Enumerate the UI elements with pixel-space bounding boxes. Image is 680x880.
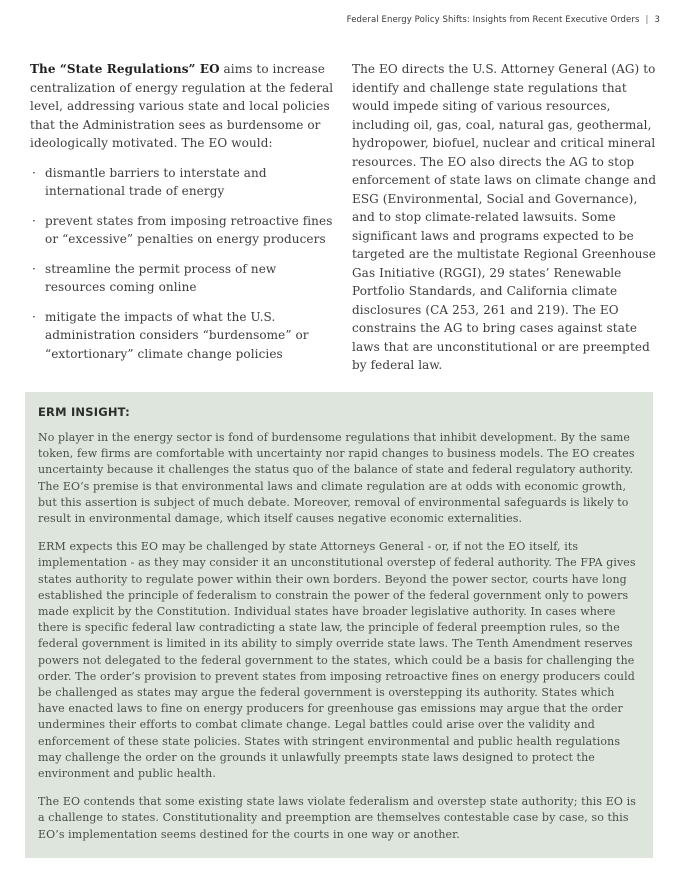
bullet-text: streamline the permit process of new resources coming online [45,261,277,294]
left-column [30,60,338,375]
header-title: Federal Energy Policy Shifts: Insights from Recent Executive Orders [346,15,640,25]
lead-bold-text: The “State Regulations” EO [30,62,220,76]
page-number: 3 [654,15,660,25]
right-column [352,60,660,375]
page-header [347,15,660,25]
bullet-marker: · [32,309,36,324]
header-divider: | [645,15,649,25]
bullet-list [30,164,338,364]
right-column-paragraph: The EO directs the U.S. Attorney General (AG) to identify and challenge state regulations that would impede siting of various resources, including oil, gas, coal, natural gas, geothermal, hydropower, biofuel, nuclear and critical mineral resources. The EO also directs the AG to stop enforcement of state laws on climate change and ESG (Environmental, Social and Governance), and to stop climate-related lawsuits. Some significant laws and programs expected to be targeted are the multistate Regional Greenhouse Gas Initiative (RGGI), 29 states’ Renewable Portfolio Standards, and California climate disclosures (CA 253, 261 and 219). The EO constrains the AG to bring cases against state laws that are unconstitutional or are preempted by federal law. [352,62,657,372]
bullet-text: dismantle barriers to interstate and international trade of energy [45,165,267,198]
bullet-marker: · [32,261,36,276]
lead-paragraph [30,60,338,153]
insight-label: ERM INSIGHT: [38,405,130,419]
insight-paragraph-1: No player in the energy sector is fond of burdensome regulations that inhibit development. By the same token, few firms are comfortable with uncertainty nor rapid changes to business models. The EO creates uncertainty because it challenges the status quo of the balance of state and federal regulatory authority. The EO’s premise is that environmental laws and climate regulation are at odds with economic growth, but this assertion is subject of much debate. Moreover, removal of environmental safeguards is likely to result in environmental damage, which itself causes negative economic externalities. [38,431,635,526]
bullet-item [32,308,338,364]
bullet-marker: · [32,165,36,180]
bullet-item [32,164,338,201]
erm-insight-box [25,392,653,858]
bullet-text: prevent states from imposing retroactive fines or “excessive” penalties on energy producers [45,213,333,246]
bullet-marker: · [32,213,36,228]
insight-paragraph-2: ERM expects this EO may be challenged by state Attorneys General - or, if not the EO itself, its implementation - as they may consider it an unconstitutional overstep of federal authority. The FPA gives states authority to regulate power within their own borders. Beyond the power sector, courts have long established the principle of federalism to constrain the power of the federal government only to powers made explicit by the Constitution. Individual states have broader legislative authority. In cases where there is specific federal law contradicting a state law, the principle of federal preemption rules, so the federal government is limited in its ability to simply override state laws. The Tenth Amendment reserves powers not delegated to the federal government to the states, which could be a basis for challenging the order. The order’s provision to prevent states from imposing retroactive fines on energy producers could be challenged as states may argue the federal government is overstepping its authority. States which have enacted laws to fine on energy producers for greenhouse gas emissions may argue that the order undermines their efforts to combat climate change. Legal battles could arise over the validity and enforcement of these state policies. States with stringent environmental and public health regulations may challenge the order on the grounds it unlawfully preempts state laws designed to protect the environment and public health. [38,540,636,781]
article-columns [30,60,660,375]
bullet-item [32,260,338,297]
lead-body-text: aims to increase centralization of energy regulation at the federal level, addressing various state and local policies that the Administration sees as burdensome or ideologically motivated. The EO would: [30,62,334,150]
bullet-item [32,212,338,249]
bullet-text: mitigate the impacts of what the U.S. administration considers “burdensome” or “extortionary” climate change policies [45,309,309,361]
insight-paragraph-3: The EO contends that some existing state laws violate federalism and overstep state authority; this EO is a challenge to states. Constitutionality and preemption are themselves contestable case by case, so this EO’s implementation seems destined for the courts in one way or another. [38,795,636,841]
